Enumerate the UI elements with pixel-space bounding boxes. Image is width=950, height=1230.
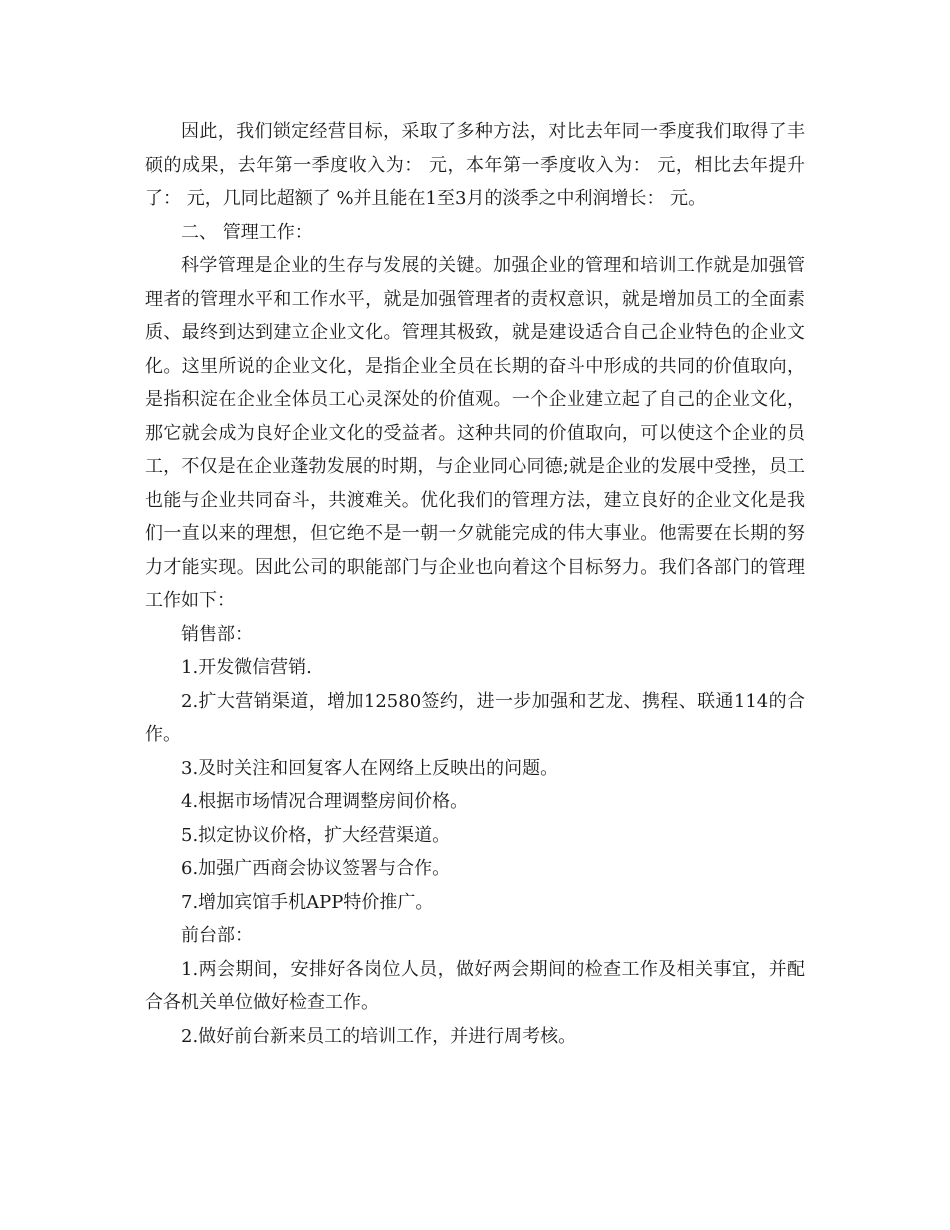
sales-item-2: 2.扩大营销渠道，增加12580签约，进一步加强和艺龙、携程、联通114的合作。 (145, 690, 805, 745)
sales-item-4: 4.根据市场情况合理调整房间价格。 (181, 791, 469, 812)
sales-item-6: 6.加强广西商会协议签署与合作。 (181, 858, 451, 879)
sales-item-5: 5.拟定协议价格，扩大经营渠道。 (181, 824, 451, 846)
front-desk-item-1: 1.两会期间，安排好各岗位人员，做好两会期间的检查工作及相关事宜，并配合各机关单位做好检查工作。 (145, 958, 805, 1013)
paragraph-management-culture: 科学管理是企业的生存与发展的关键。加强企业的管理和培训工作就是加强管理者的管理水平和工作水平，就是加强管理者的责权意识，就是增加员工的全面素质、最终到达到建立企业文化。管理其极致，就是建设适合自己企业特色的企业文化。这里所说的企业文化，是指企业全员在长期的奋斗中形成的共同的价值取向，是指积淀在企业全体员工心灵深处的价值观。一个企业建立起了自己的企业文化，那它就会成为良好企业文化的受益者。这种共同的价值取向，可以使这个企业的员工，不仅是在企业蓬勃发展的时期，与企业同心同德;就是企业的发展中受挫，员工也能与企业共同奋斗，共渡难关。优化我们的管理方法，建立良好的企业文化是我们一直以来的理想，但它绝不是一朝一夕就能完成的伟大事业。他需要在长期的努力才能实现。因此公司的职能部门与企业也向着这个目标努力。我们各部门的管理工作如下： (145, 255, 805, 611)
sales-item-3: 3.及时关注和回复客人在网络上反映出的问题。 (181, 757, 559, 779)
paragraph-revenue-summary: 因此，我们锁定经营目标，采取了多种方法，对比去年同一季度我们取得了丰硕的成果，去年第一季度收入为： 元，本年第一季度收入为： 元，相比去年提升了： 元，几同比超额了 %并且能在1至3月的淡季之中利润增长： 元。 (145, 121, 805, 209)
section-heading-management: 二、 管理工作： (181, 221, 313, 243)
document-page (145, 115, 805, 1053)
sales-item-1: 1.开发微信营销. (181, 657, 312, 678)
heading-sales-department: 销售部： (181, 623, 253, 645)
heading-front-desk: 前台部： (181, 925, 253, 946)
sales-item-7: 7.增加宾馆手机APP特价推广。 (181, 891, 434, 913)
front-desk-item-2: 2.做好前台新来员工的培训工作，并进行周考核。 (181, 1025, 577, 1047)
